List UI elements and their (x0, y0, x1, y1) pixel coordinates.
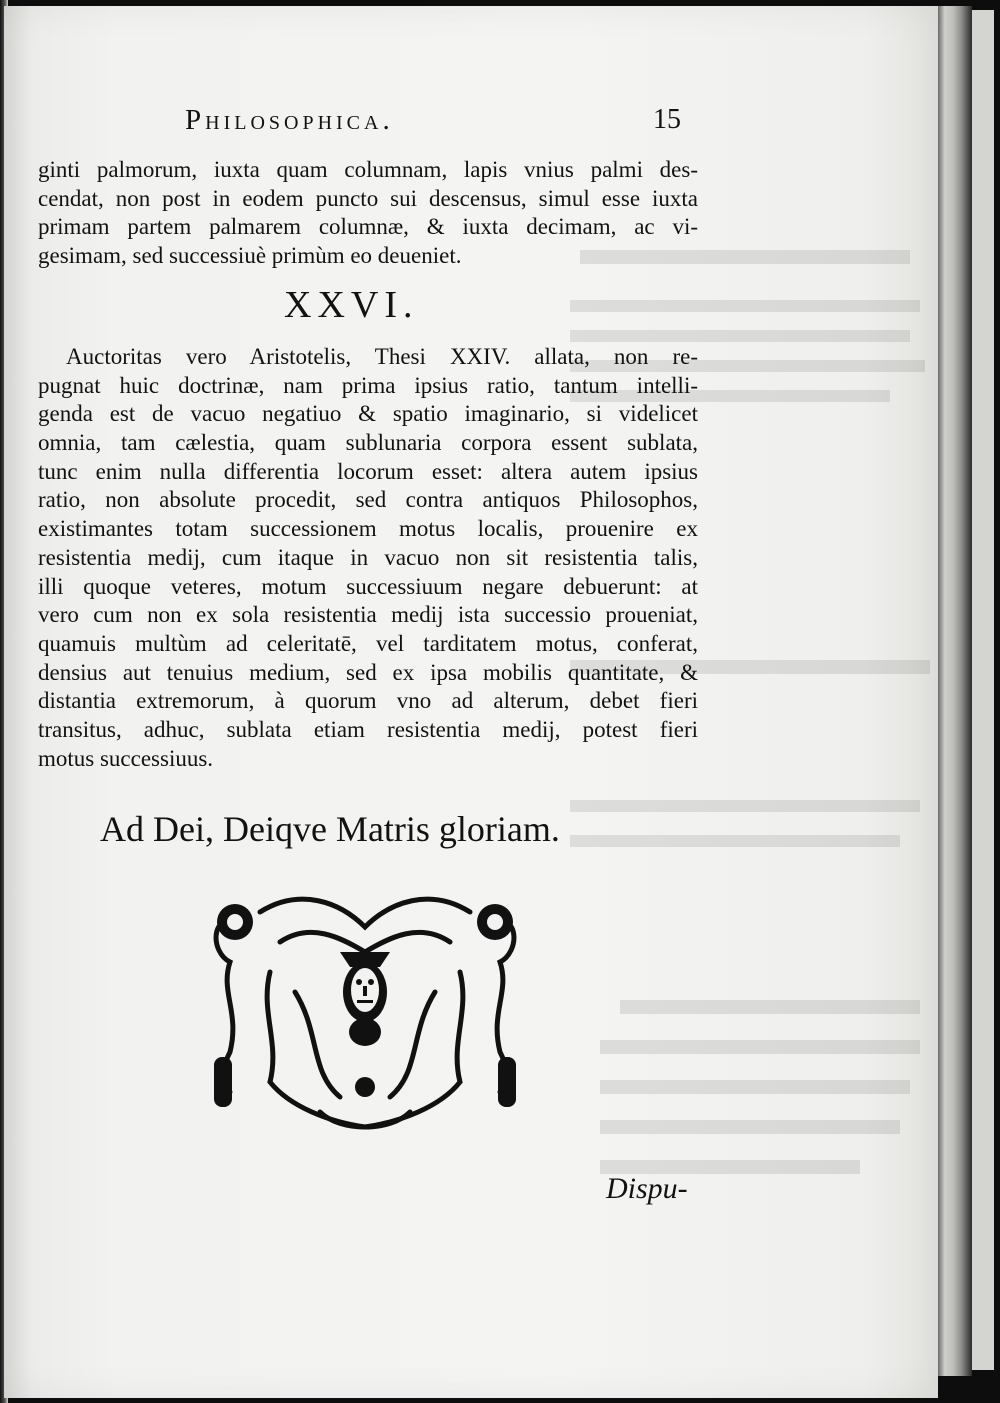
text-line: illi quoque veteres, motum successiuum negare debuerunt: at (38, 573, 698, 599)
text-line: genda est de vacuo negatiuo & spatio imaginario, si videlicet (38, 401, 698, 427)
text-line-last: gesimam, sed successiuè primùm eo deueniet. (38, 243, 462, 269)
closing-dedication: Ad Dei, Deiqve Matris gloriam. (100, 809, 560, 849)
text-line: densius aut tenuius medium, sed ex ipsa mobilis quantitate, & (38, 659, 698, 685)
text-line: quamuis multùm ad celeritatē, vel tarditatem motus, conferat, (38, 630, 698, 656)
text-line: omnia, tam cælestia, quam sublunaria corpora essent sublata, (38, 430, 698, 456)
text-line: ratio, non absolute procedit, sed contra antiquos Philosophos, (38, 487, 698, 513)
woodcut-ornament-icon (200, 882, 530, 1137)
page-number: 15 (653, 104, 681, 135)
running-head: Philosophica. (185, 104, 394, 136)
text-line: distantia extremorum, à quorum vno ad alterum, debet fieri (38, 688, 698, 714)
text-line: cendat, non post in eodem puncto sui descensus, simul esse iuxta (38, 185, 698, 211)
text-line: primam partem palmarem columnæ, & iuxta decimam, ac vi- (38, 214, 698, 240)
paragraph-continued (38, 156, 698, 271)
text-line: pugnat huic doctrinæ, nam prima ipsius ratio, tantum intelli- (38, 372, 698, 398)
text-line: vero cum non ex sola resistentia medij ista successio proueniat, (38, 602, 698, 628)
text-line: resistentia medij, cum itaque in vacuo non sit resistentia talis, (38, 544, 698, 570)
next-page-edge (972, 10, 994, 1370)
text-line-last: motus successiuus. (38, 745, 214, 771)
page-edge-shadow (938, 6, 972, 1376)
text-line: transitus, adhuc, sublata etiam resistentia medij, potest fieri (38, 716, 698, 742)
paragraph-xxvi (38, 343, 698, 773)
section-heading: XXVI. (284, 284, 419, 326)
text-line: tunc enim nulla differentia locorum esset: altera autem ipsius (38, 458, 698, 484)
text-line: ginti palmorum, iuxta quam columnam, lapis vnius palmi des- (38, 157, 698, 182)
text-line: existimantes totam successionem motus localis, prouenire ex (38, 516, 698, 542)
catchword: Dispu- (606, 1172, 688, 1205)
text-line: Auctoritas vero Aristotelis, Thesi XXIV. allata, non re- (66, 344, 698, 369)
